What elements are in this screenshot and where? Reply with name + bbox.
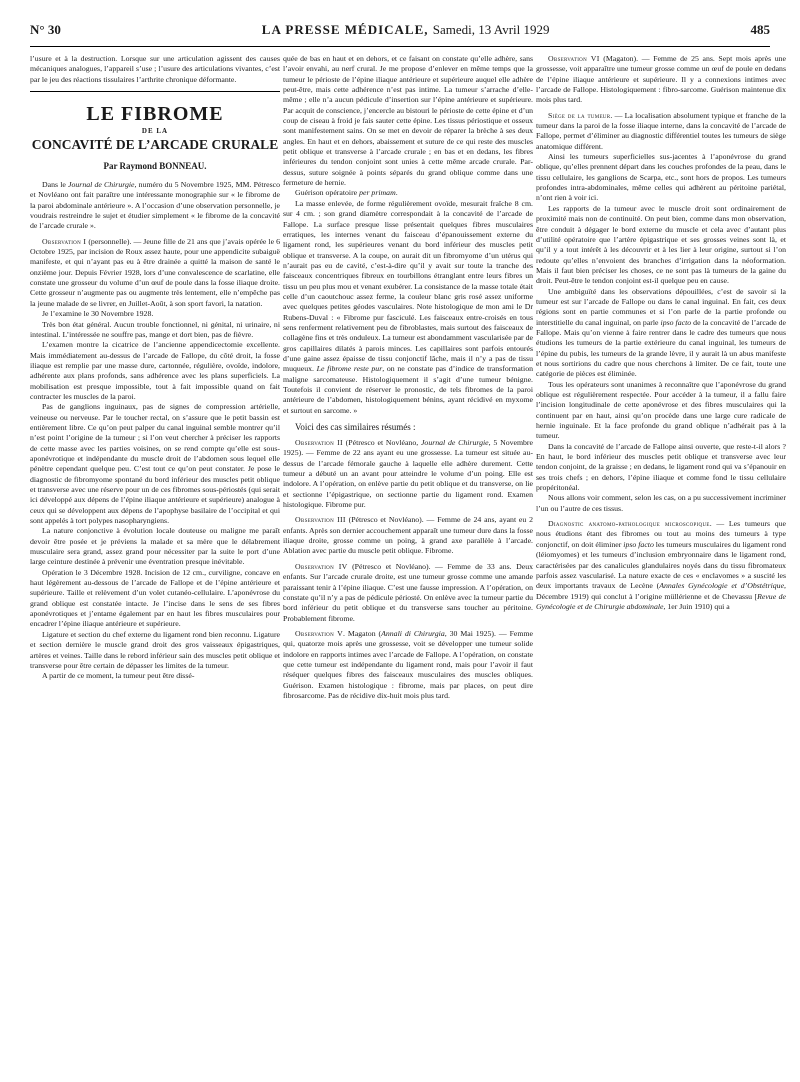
observation-label: Observation VI: [548, 54, 600, 63]
journal-name: LA PRESSE MÉDICALE,: [261, 22, 429, 37]
issue-date: Samedi, 13 Avril 1929: [432, 22, 550, 37]
text: Dans le: [42, 180, 69, 190]
article-title-block: [30, 102, 280, 172]
observation-label: Observation III: [295, 515, 346, 525]
journal-citation: Annali di Chirurgia: [381, 628, 445, 638]
journal-citation: Journal de Chirurgie: [420, 438, 489, 448]
observation-4: [283, 562, 533, 624]
text: , 1er Juin 1910) qui a: [663, 601, 730, 611]
paragraph: L’examen montre la cicatrice de l’ancienne appendicectomie excellente. Mais immédiatement au-dessus de l’arcade de Fallope, du côté droit, la fosse iliaque est remplie par une masse dure, cartonnée, régulière, ovoïde, indolore, adhérente aux plans profonds, sans adhérence avec les plans superficiels. La mobilisation est presque impossible, tout à fait impossible quand on fait contracter les muscles de la paroi.: [30, 340, 280, 401]
text: . — Les tumeurs que nous étudions étant des fibromes ou tout au moins des tumeurs à type conjonctif, on doit éliminer: [536, 519, 786, 549]
text: La masse enlevée, de forme régulièrement ovoïde, mesurait fraîche 8 cm. sur 4 cm. ; son grand diamètre correspondait à la concavité de l’arcade de Fallope. La surface presque lisse présentait quelques fibres musculaires erratiques, les internes venant du faisceau d’épanouissement externe du ligament rond, les supérieures venant du bord inférieur des muscles petit oblique et transverse. A la coupe, on aurait dit un fibromyome d’un utérus qui n’aurait pas eu de cavité, c’est-à-dire qu’il y avait sur toute la tranche des faisceaux concentriques fibreux en tourbillons étranglant entre leurs fibres un tissu un peu plus mou et venant exubérer. La consistance de la masse totale était celle d’un caoutchouc assez ferme, la couleur blanc gris rosé assez uniforme avec quelques petites géodes vasculaires. Note histologique de mon ami le Dr Rubens-Duval : « Fibrome pur fasciculé. Les faisceaux entre-croisés en tous sens renferment relativement peu de fibroblastes, mais surtout des faisceaux de collagène fins et très onduleux. La tumeur est abondamment vascularisée par de gros capillaires dilatés à parois minces. Les capillaires sont parfois entourés d’une gaine assez épaisse de tissu conjonctif lâche, mais il n’y a pas de tissu muqueux.: [283, 198, 533, 374]
article-author: Par Raymond BONNEAU.: [103, 161, 207, 172]
column-middle: [283, 54, 533, 1069]
section-heading: Siège de la tumeur: [548, 110, 611, 120]
article-subtitle: CONCAVITÉ DE L’ARCADE CRURALE: [31, 137, 279, 153]
paragraph: [536, 287, 786, 380]
journal-citation: Journal de Chirurgie: [68, 180, 135, 190]
column-left: [30, 54, 280, 1069]
paragraph: Nous allons voir comment, selon les cas, on a pu successivement incriminer l’un ou l’autre de ces tissus.: [536, 493, 786, 513]
text: Une ambiguïté dans les observations dépouillées, c’est de savoir si la tumeur est sur l’arcade de Fallope ou dans le canal inguinal. En fait, ces deux régions sont en partie communes et si l’on parle de la partie profonde ou interstitielle du canal inguinal, on parle: [536, 286, 786, 327]
article-separator: [30, 91, 280, 92]
text: . — La localisation absolument typique et franche de la tumeur dans la paroi de la fosse iliaque interne, dans la concavité de l’arcade de Fallope, permet d’éliminer au diagnostic différentiel toutes les tumeurs de siège anatomique différent.: [536, 110, 786, 151]
journal-citation: Revue de Gynécologie et de Chirurgie abdominale: [536, 591, 786, 611]
journal-masthead: [262, 22, 550, 38]
paragraph: [283, 199, 533, 416]
text: (Pétresco et Novléano). — Femme de 24 ans, ayant eu 2 enfants. Après son dernier accouchement apparaît une tumeur dure dans la fosse iliaque droite, grosse comme un poing, à grand axe parallèle à l’arcade. Ablation avec partie du muscle petit oblique. Fibrome.: [283, 515, 533, 556]
text: de la concavité de l’arcade de Fallope. Mais qu’on vienne à faire rentrer dans le cadre des tumeurs que nous étudions les tumeurs de la partie extérieure du canal inguinal, les tumeurs de l’épine du pubis, les tumeurs de la grande lèvre, il y aurait là un abus manifeste et nous sortirions du cadre que nous cherchons à limiter. De ce fait, toute une catégorie de pièces est éliminée.: [536, 317, 786, 379]
article-title: LE FIBROME: [86, 103, 224, 126]
paragraph: Très bon état général. Aucun trouble fonctionnel, ni génital, ni urinaire, ni intestinal. L’intéressée ne souffre pas, mange et dort bien, pas de fièvre.: [30, 319, 280, 339]
observation-1: [30, 237, 280, 309]
latin-term: ipso facto: [623, 539, 654, 549]
paragraph: quée de bas en haut et en dehors, et ce faisant on constate qu’elle adhère, sans l’avoir envahi, au nerf crural. Je me propose d’enlever en même temps que la tumeur le périoste de l’épine iliaque antérieure et supérieure auquel elle adhère peut-être, mais cette adhérence n’est pas intime. La tumeur s’arrache d’elle-même ; elle n’a aucun pédicule d’insertion sur l’épine antérieure et supérieure. Par acquit de conscience, j’encercle au bistouri le périoste de cette épine et d’un coup de ciseau à froid je fais sauter cette épine. Les tissus périostique et osseux sont manifestement sains. On se met en devoir de réparer la brèche à ses deux angles. En haut et en dehors, abaissement et suture de ce qui reste des muscles petit oblique et transverse à l’arcade crurale ; en bas et en dedans, les fibres inférieures du tendon conjoint sont unies à cette même arcade crurale. Par-dessus, suture soignée à points séparés du grand oblique comme dans une fermeture de hernie.: [283, 54, 533, 188]
section-tumor-location: [536, 111, 786, 152]
paragraph: Tous les opérateurs sont unanimes à reconnaître que l’aponévrose du grand oblique est régulièrement respectée. Pour accéder à la tumeur, il a fallu faire l’incision longitudinale de cette aponévrose et des fibres musculaires qui la continuent par en haut, ainsi qu’on procède dans une large cure radicale de hernie inguinale. Et la face profonde du grand oblique n’adhérait pas à la tumeur.: [536, 379, 786, 441]
observation-label: Observation I: [42, 236, 87, 246]
text: , Décembre 1919) qui conclut à l’origine müllérienne et de Chevassu [: [536, 581, 786, 601]
observation-3: [283, 515, 533, 556]
text: (personnelle). — Jeune fille de 21 ans que j’avais opérée le 6 Octobre 1925, par incision de Roux assez haute, pour une appendicite subaiguë manifeste, et qui n’ayant pas eu à être drainée a quitté la maison de santé le onzième jour. Depuis Février 1928, lors d’une convalescence de scarlatine, elle constate une grosseur du volume d’un œuf de poule dans la fosse iliaque droite. Cette grosseur n’augmente pas ou augmente très lentement, elle n’empêche pas la jeune malade de se livrer, en Juillet-Août, à son sport favori, la natation.: [30, 236, 280, 308]
observation-5: [283, 629, 533, 701]
text: les tumeurs musculaires du ligament rond (léiomyomes) et les tumeurs d’inclusion embryonnaire dans le ligament rond, caractérisées par des canalicules glandulaires noyés dans du tissu fibromateux parfois assez vascularisé. La nature exacte de ces « enclavomes » a suscité les deux importants travaux de Lecène (: [536, 539, 786, 591]
text: (Magaton). — Femme de 25 ans. Sept mois après une grossesse, voit apparaître une tumeur grosse comme un œuf de poule en dedans de l’épine iliaque antérieure et supérieure. Il y a connexions intimes avec l’arcade de Fallope. Histologiquement : fibro-sarcome. Guérison maintenue dix mois plus tard.: [536, 54, 786, 105]
journal-citation: Annales Gynécologie et d’Obstétrique: [659, 581, 785, 591]
observation-2: [283, 438, 533, 510]
text: , on ne constate pas d’indice de transformation maligne sarcomateuse. Histologiquement il s’agit d’une tumeur bénigne. Toutefois il convient de réserver le pronostic, de tels fibromes de la paroi antérieure de l’abdomen, histologiquement bénins, ayant récidivé en myxome et surtout en sarcome. »: [283, 364, 533, 415]
observation-label: Observation V: [295, 628, 344, 638]
paragraph: La nature conjonctive à évolution locale douteuse ou maligne me paraît devoir être posée et je préviens la malade et sa mère que le délabrement musculaire sera grand, assez grand pour nécessiter par la suite le port d’une large ceinture destinée à prévenir une éventration presque inévitable.: [30, 526, 280, 567]
paragraph: Opération le 3 Décembre 1928. Incision de 12 cm., curviligne, concave en haut légèrement au-dessous de l’arcade de Fallope et de l’épine antérieure et supérieure. Taille et relèvement d’un volet cutanéo-cellulaire. L’aponévrose du grand oblique est constatée intacte. Je l’incise dans le sens de ses fibres aponévrotiques et j’entame également par en haut les fibres musculaires pour encadrer l’épine iliaque antérieure et supérieure.: [30, 567, 280, 629]
section-pathology-diagnosis: [536, 519, 786, 612]
paragraph: Je l’examine le 30 Novembre 1928.: [42, 309, 154, 319]
page-header: [30, 22, 770, 47]
previous-article-ending: l’usure et à la destruction. Lorsque sur une articulation agissent des causes mécaniques analogues, l’appareil s’use ; l’usure des articulations vivantes, c’est par le jeu des réactions tissulaires l’arthrite chronique déformante.: [30, 54, 280, 84]
text: , 5 Novembre 1925). — Femme de 22 ans ayant eu une grossesse. La tumeur est située au-dessus de l’arcade fémorale gauche à laquelle elle adhère durement. Cette tumeur a débuté un an avant pour atteindre le volume d’un poing. Elle est indolore. A l’opération, on enlève partie du petit oblique et du transverse, on lie et sectionne l’épigastrique, on sectionne partie du ligament rond. Examen histologique. Fibrome pur.: [283, 438, 533, 510]
column-right: [536, 54, 786, 1069]
paragraph: [283, 188, 533, 198]
page-number: 485: [750, 22, 770, 37]
paragraph: [30, 180, 280, 232]
paragraph: A partir de ce moment, la tumeur peut être dissé-: [42, 671, 195, 681]
issue-number: N° 30: [30, 22, 61, 37]
observation-6: [536, 54, 786, 106]
paragraph: Dans la concavité de l’arcade de Fallope ainsi ouverte, que reste-t-il alors ? En haut, le bord inférieur des muscles petit oblique et transverse avec leur tendon conjoint, de la graisse ; en dedans, le ligament rond qui va s’épanouir en ses trois chefs ; en dehors, l’épine iliaque et comme fond le tissu cellulaire propéritonéal.: [536, 441, 786, 493]
text: (Pétresco et Novléano,: [342, 438, 421, 448]
paragraph: Les rapports de la tumeur avec le muscle droit sont ordinairement de proximité mais non de continuité. On peut bien, comme dans mon observation, être conduit à dégager le bord externe du muscle et cela avec d’autant plus d’utilité opératoire que l’artère épigastrique et ses grosses veines sont là, et qu’il y a tout intérêt à les découvrir et à les lier à leur origine, surtout si l’on redoute qu’elles n’envoient des branches d’irrigation dans la néoformation. Mais il faut bien préciser les choses, ce ne sont pas là tumeurs de la gaine du droit. Peut-être le tendon conjoint est-il quelque peu en cause.: [536, 203, 786, 286]
observation-label: Observation II: [295, 438, 343, 448]
paragraph: Ligature et section du chef externe du ligament rond bien reconnu. Ligature et section dernière le muscle grand droit des gros vaisseaux épigastriques, artères et veines. Taille dans le rebord inférieur sain des muscles petit oblique et transverse pour être certain de dépasser les limites de la tumeur.: [30, 629, 280, 670]
text: , 30 Mai 1925). — Femme qui, quatorze mois après une grossesse, voit se développer une tumeur solide indolore en rapports intimes avec l’arcade de Fallope. A l’opération, on constate que cette tumeur est indépendante du ligament rond, mais pour l’avoir il faut réséquer quelques fibres des faisceaux musculaires des muscles obliques. Guérison. Examen histologique : fibrome, mais par places, on peut dire fibrosarcome. Pas de récidive dix-huit mois plus tard.: [283, 628, 533, 700]
observation-label: Observation IV: [295, 561, 348, 571]
similar-cases-intro: Voici des cas similaires résumés :: [295, 422, 416, 433]
article-title-connector: DE LA: [141, 127, 169, 136]
text: , numéro du 5 Novembre 1925, MM. Pétresco et Novléano ont fait paraître une intéressante monographie sur « le fibrome de la paroi abdominale antérieure ». A l’occasion d’une observation personnelle, je voudrais restreindre le sujet et étudier simplement « le fibrome de la concavité de l’arcade crurale ».: [30, 180, 280, 231]
emphasis: Le fibrome reste pur: [316, 364, 383, 374]
paragraph: Pas de ganglions inguinaux, pas de signes de compression artérielle, veineuse ou nerveuse. Par le toucher rectal, on s’assure que le petit bassin est entièrement libre. Ce qu’on peut palper du canal inguinal semble montrer qu’il n’est point l’origine de la tumeur ; si l’on veut chercher à préciser les rapports de cette masse avec les parties voisines, on se rend compte qu’elle est sous-aponévrotique et indépendante du muscle droit de l’abdomen sous lequel elle pénètre cependant quelque peu. C’est tout ce qu’on peut constater. Je pose le diagnostic de fibromyome spontané du bord inférieur des muscles petit oblique et transverse avec une réserve pour un de ces fibromes sous-périostés (qui serait ici développé aux dépens de l’épine iliaque antérieure et supérieure) analogue à ceux qui se développent aux dépens de l’apophyse basilaire de l’occipital et qui sont appelés à tort polypes nasopharyngiens.: [30, 402, 280, 526]
text: .: [395, 188, 398, 198]
text: . Magaton (: [343, 628, 382, 638]
paragraph: Ainsi les tumeurs superficielles sus-jacentes à l’aponévrose du grand oblique, qu’elles prennent départ dans les couches profondes de la peau, dans le tissu cellulaire, les ganglions de Scarpa, etc., sont hors de propos. Les tumeurs profondes intra-abdominales, même celles qui adhèrent au péritoine pariétal, n’ont rien à voir ici.: [536, 152, 786, 203]
latin-term: ipso facto: [660, 317, 692, 327]
latin-term: per primam: [359, 188, 396, 198]
text: Guérison opératoire: [295, 188, 360, 198]
section-heading: Diagnostic anatomo-pathologique microscopique: [548, 519, 710, 529]
text: (Pétresco et Novléano). — Femme de 33 ans. Deux enfants. Sur l’arcade crurale droite, est une tumeur grosse comme une amande paraissant tenir à l’épine iliaque. C’est une fausse impression. A l’opération, on constate qu’il n’y a pas de pédicule périosté. On enlève avec la tumeur partie du bord inférieur du petit oblique et du transverse sans toucher au péritoine. Probablement fibrome.: [283, 561, 533, 623]
